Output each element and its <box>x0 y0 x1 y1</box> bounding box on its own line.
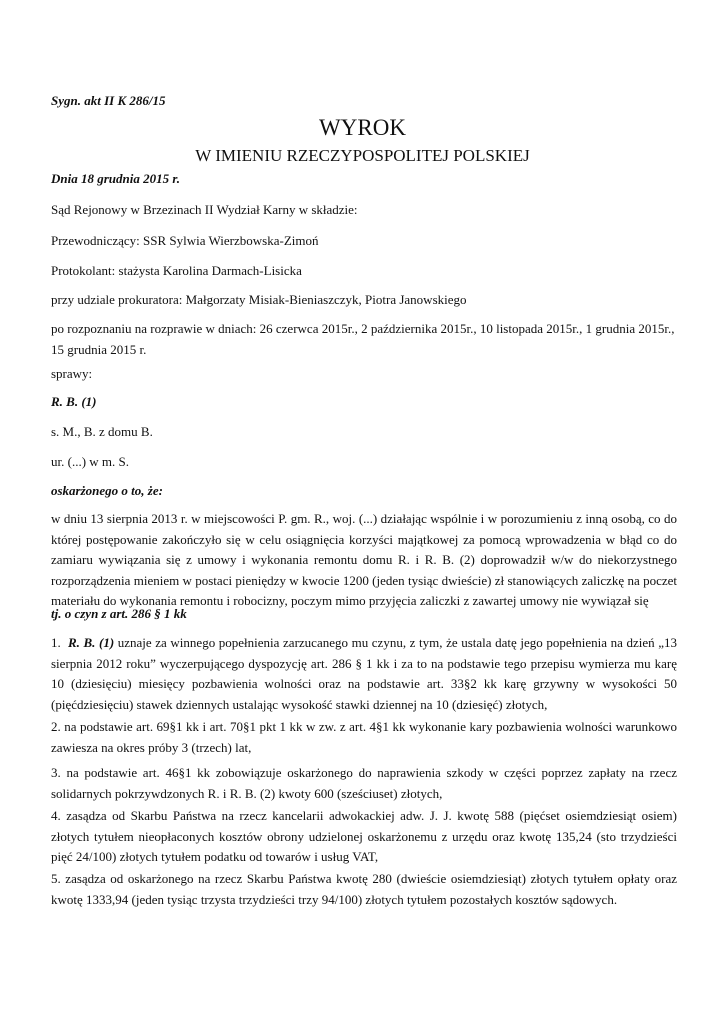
verdict-item-5: 5. zasądza od oskarżonego na rzecz Skarbu Państwa kwotę 280 (dwieście osiemdziesiąt) złotych tytułem opłaty oraz kwotę 1333,94 (jeden tysiąc trzysta trzydzieści trzy 94/100) złotych tytułem pozostałych kosztów sądowych. <box>51 871 677 907</box>
charge-description: w dniu 13 sierpnia 2013 r. w miejscowości P. gm. R., woj. (...) działając wspólnie i w porozumieniu z inną osobą, co do której postępowanie zakończyło się w celu osiągnięcia korzyści majątkowej za pomocą wprowadzenia w błąd co do zamiaru wywiązania się z umowy i wykonania remontu domu R. i R. B. (2) doprowadził w/w do niekorzystnego rozporządzenia mieniem w postaci pieniędzy w kwocie 1200 (jeden tysiąc dwieście) zł stanowiących zaliczkę na poczet materiału do wykonania remontu i robocizny, poczym mimo przyjęcia zaliczki z zawartej umowy nie wywiązał się <box>51 511 677 608</box>
item-1-text: uznaje za winnego popełnienia zarzucanego mu czynu, z tym, że ustala datę jego popełnienia na dzień „13 sierpnia 2012 roku” wyczerpującego dyspozycję art. 286 § 1 kk i za to na podstawie tego przepisu wymierza mu karę 10 (dziesięciu) miesięcy pozbawienia wolności oraz na podstawie art. 33§2 kk karę grzywny w wysokości 50 (pięćdziesięciu) stawek dziennych ustalając wysokość stawki dziennej na 10 (dziesięć) złotych, <box>51 635 678 712</box>
document-title: WYROK <box>319 115 406 140</box>
document-subtitle: W IMIENIU RZECZYPOSPOLITEJ POLSKIEJ <box>195 146 530 165</box>
defendant-name: R. B. (1) <box>51 394 97 409</box>
item-1-number: 1. <box>51 635 61 650</box>
court-name: Sąd Rejonowy w Brzezinach II Wydział Karny w składzie: <box>51 202 358 217</box>
defendant-birth: ur. (...) w m. S. <box>51 454 129 469</box>
hearing-dates: po rozpoznaniu na rozprawie w dniach: 26 czerwca 2015r., 2 października 2015r., 10 listopada 2015r., 1 grudnia 2015r., 15 grudnia 2015 r. <box>51 321 675 357</box>
judgment-date: Dnia 18 grudnia 2015 r. <box>51 171 180 186</box>
verdict-item-1 <box>51 633 677 715</box>
court-clerk: Protokolant: stażysta Karolina Darmach-Lisicka <box>51 263 302 278</box>
defendant-parents: s. M., B. z domu B. <box>51 424 153 439</box>
verdict-item-4: 4. zasądza od Skarbu Państwa na rzecz kancelarii adwokackiej adw. J. J. kwotę 588 (pięćset osiemdziesiąt osiem) złotych tytułem nieopłaconych kosztów obrony udzielonej oskarżonemu z urzędu oraz kwotę 135,24 (sto trzydzieści pięć 24/100) złotych tytułem podatku od towarów i usług VAT, <box>51 808 677 864</box>
case-reference: Sygn. akt II K 286/15 <box>51 93 166 108</box>
legal-basis: tj. o czyn z art. 286 § 1 kk <box>51 606 187 621</box>
prosecutor: przy udziale prokuratora: Małgorzaty Misiak-Bieniaszczyk, Piotra Janowskiego <box>51 292 467 307</box>
verdict-item-3: 3. na podstawie art. 46§1 kk zobowiązuje oskarżonego do naprawienia szkody w części poprzez zapłaty na rzecz solidarnych pokrzywdzonych R. i R. B. (2) kwoty 600 (sześciuset) złotych, <box>51 765 677 801</box>
verdict-item-2: 2. na podstawie art. 69§1 kk i art. 70§1 pkt 1 kk w zw. z art. 4§1 kk wykonanie kary pozbawienia wolności warunkowo zawiesza na okres próby 3 (trzech) lat, <box>51 719 677 755</box>
presiding-judge: Przewodniczący: SSR Sylwia Wierzbowska-Zimoń <box>51 233 319 248</box>
charged-header: oskarżonego o to, że: <box>51 483 163 498</box>
item-1-defendant: R. B. (1) <box>67 635 115 650</box>
case-label: sprawy: <box>51 366 93 381</box>
